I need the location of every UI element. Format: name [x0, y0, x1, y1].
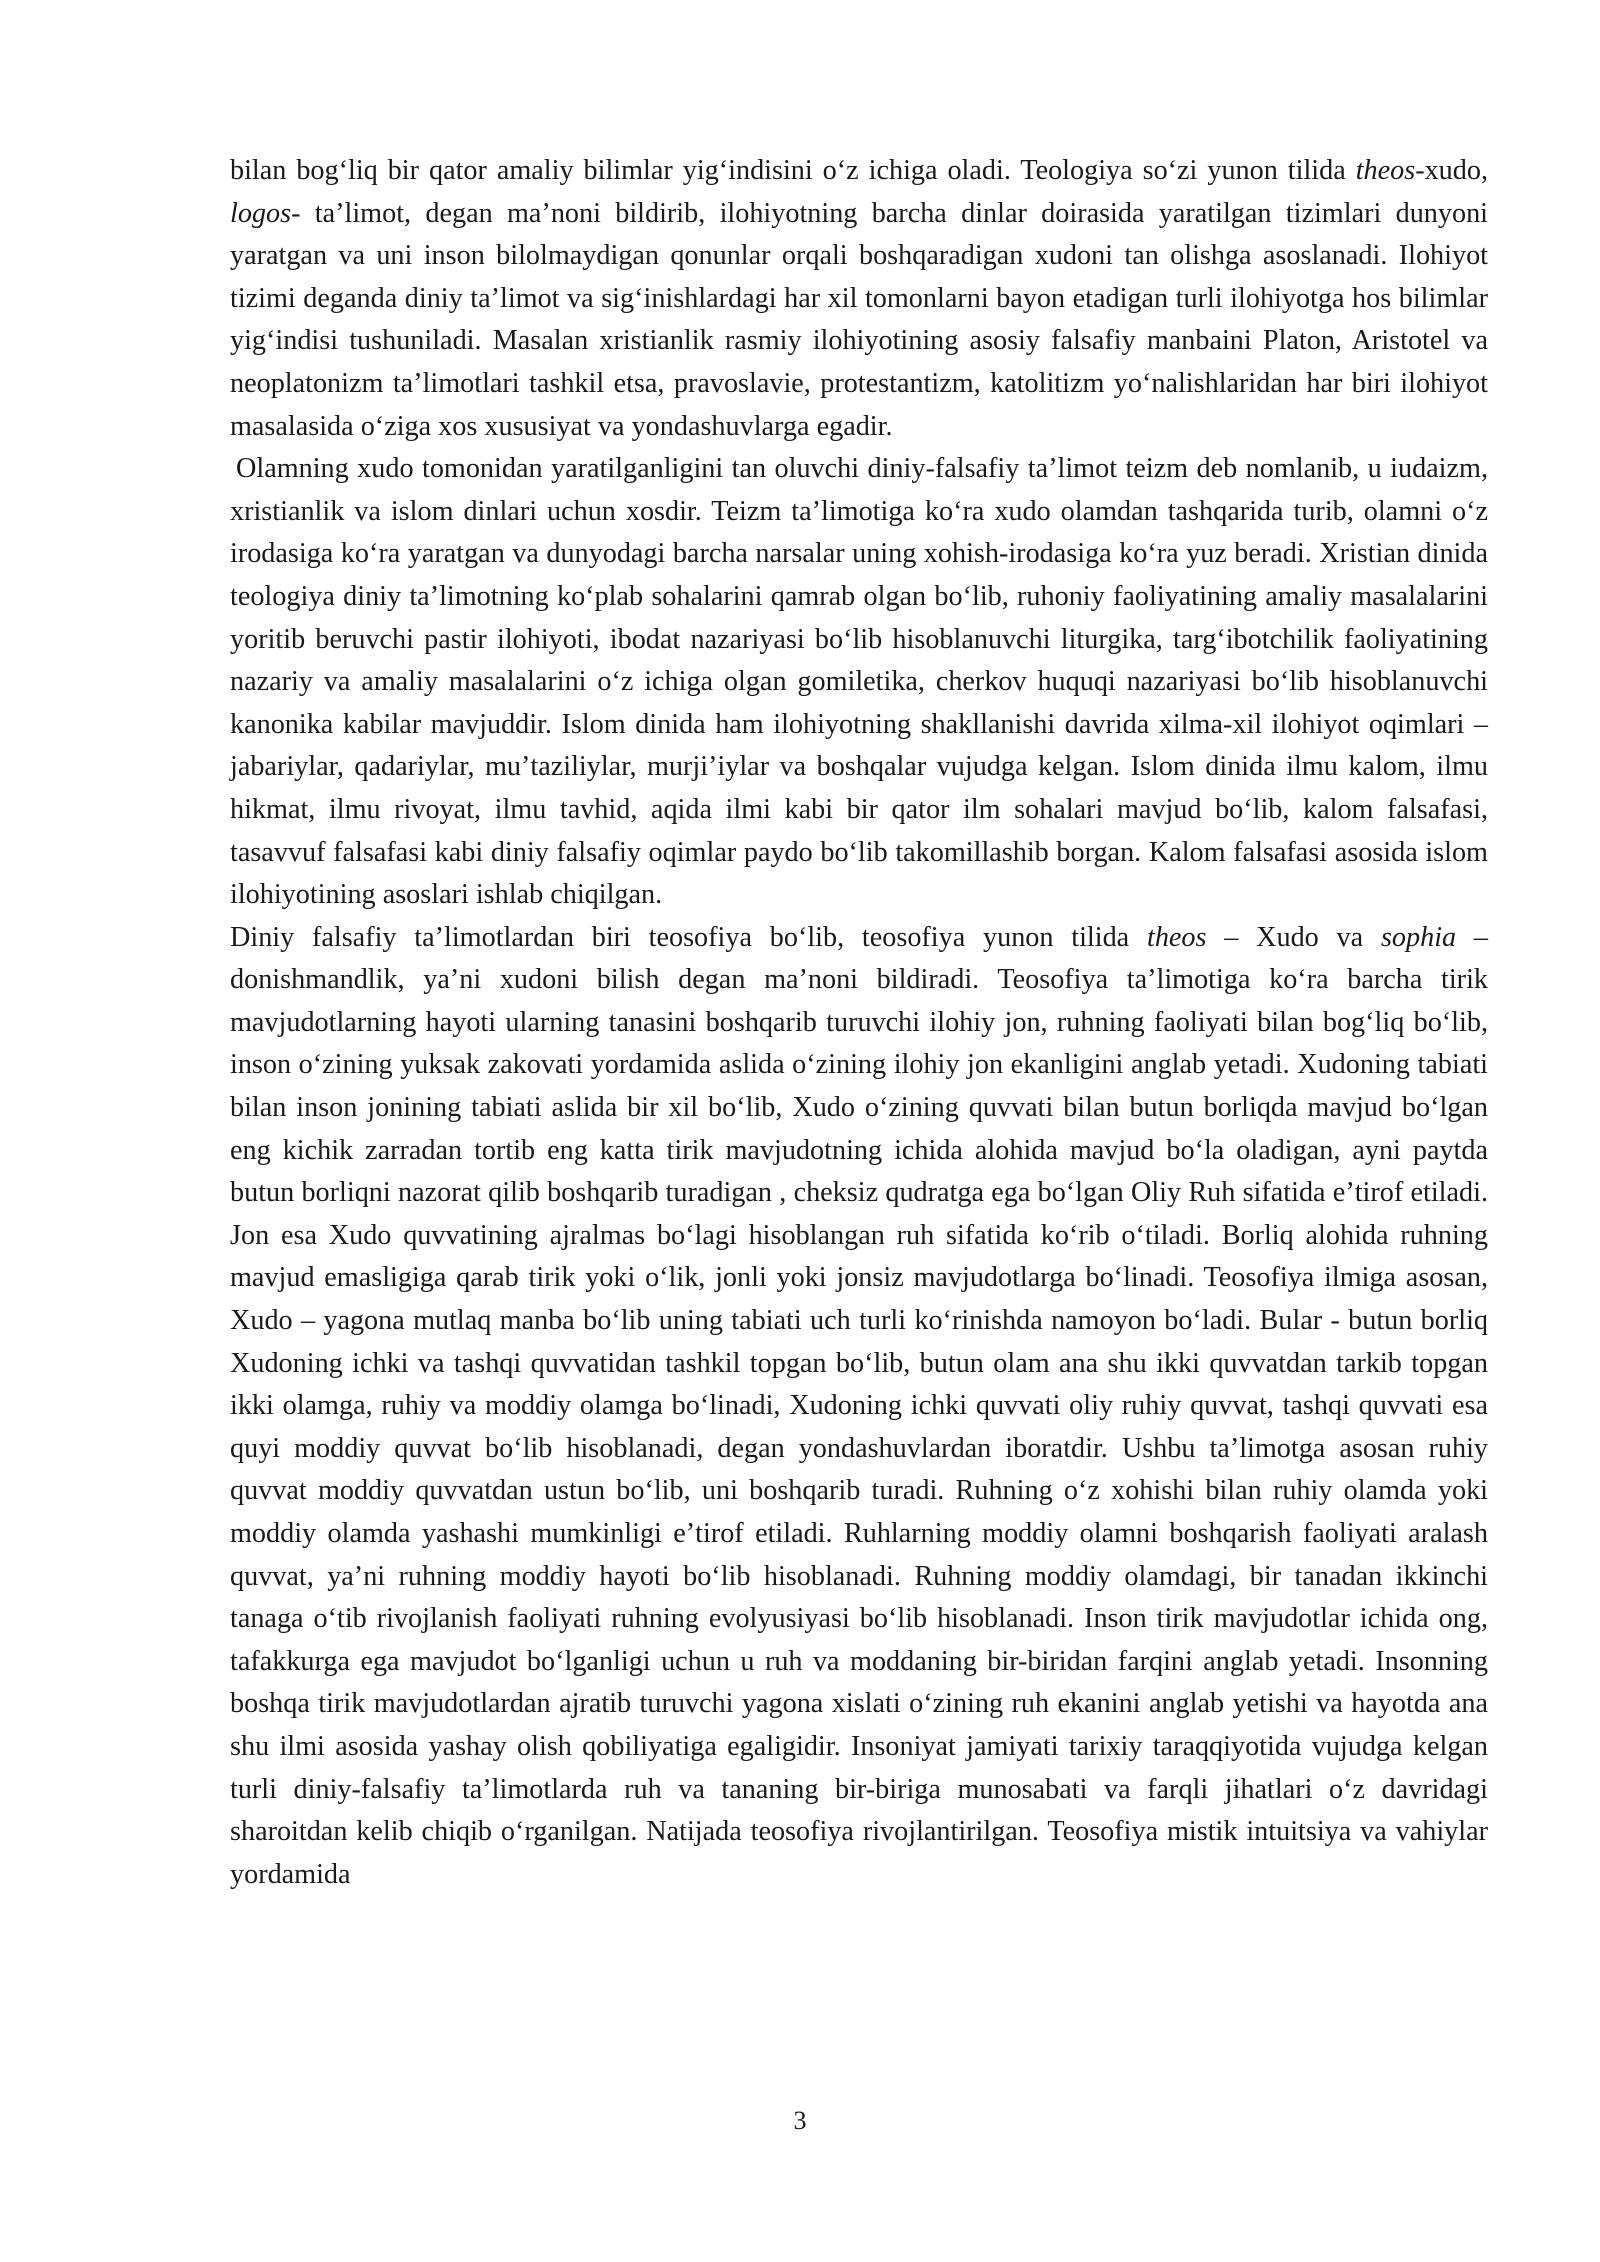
page-number: 3	[793, 2106, 807, 2135]
paragraph-text: bilan bogʻliq bir qator amaliy bilimlar yigʻindisini oʻz ichiga oladi. Teologiya soʻzi yunon tilida	[230, 155, 1356, 186]
italic-term-theos: theos	[1355, 155, 1416, 186]
paragraph-text: -xudo,	[1415, 155, 1488, 186]
italic-term-logos: logos	[230, 197, 292, 229]
document-body	[230, 150, 1488, 1896]
paragraph-2	[230, 448, 1488, 917]
paragraph-1	[230, 150, 1488, 448]
paragraph-text: Diniy falsafiy taʼlimotlardan biri teosofiya boʻlib, teosofiya yunon tilida	[230, 921, 1147, 953]
italic-term-theos: theos	[1146, 921, 1207, 953]
paragraph-text: - taʼlimot, degan maʼnoni bildirib, ilohiyotning barcha dinlar doirasida yaratilgan tizimlari dunyoni yaratgan va uni inson bilolmaydigan qonunlar orqali boshqaradigan xudoni tan olishga asoslanadi. Ilohiyot tizimi deganda diniy taʼlimot va sigʻinishlardagi har xil tomonlarni bayon etadigan turli ilohiyotga hos bilimlar yigʻindisi tushuniladi. Masalan xristianlik rasmiy ilohiyotining asosiy falsafiy manbaini Platon, Aristotel va neoplatonizm taʼlimotlari tashkil etsa, pravoslavie, protestantizm, katolitizm yoʻnalishlaridan har biri ilohiyot masalasida oʻziga xos xususiyat va yondashuvlarga egadir.	[230, 197, 1488, 442]
paragraph-text: Olamning xudo tomonidan yaratilganligini tan oluvchi diniy-falsafiy taʼlimot teizm deb nomlanib, u iudaizm, xristianlik va islom dinlari uchun xosdir. Teizm taʼlimotiga koʻra xudo olamdan tashqarida turib, olamni oʻz irodasiga koʻra yaratgan va dunyodagi barcha narsalar uning xohish-irodasiga koʻra yuz beradi. Xristian dinida teologiya diniy taʼlimotning koʻplab sohalarini qamrab olgan boʻlib, ruhoniy faoliyatining amaliy masalalarini yoritib beruvchi pastir ilohiyoti, ibodat nazariyasi boʻlib hisoblanuvchi liturgika, targʻibotchilik faoliyatining nazariy va amaliy masalalarini oʻz ichiga olgan gomiletika, cherkov huquqi nazariyasi boʻlib hisoblanuvchi kanonika kabilar mavjuddir. Islom dinida ham ilohiyotning shakllanishi davrida xilma-xil ilohiyot oqimlari – jabariylar, qadariylar, muʼtaziliylar, murjiʼiylar va boshqalar vujudga kelgan. Islom dinida ilmu kalom, ilmu hikmat, ilmu rivoyat, ilmu tavhid, aqida ilmi kabi bir qator ilm sohalari mavjud boʻlib, kalom falsafasi, tasavvuf falsafasi kabi diniy falsafiy oqimlar paydo boʻlib takomillashib borgan. Kalom falsafasi asosida islom ilohiyotining asoslari ishlab chiqilgan.	[230, 453, 1488, 911]
italic-term-sophia: sophia	[1380, 921, 1457, 953]
paragraph-text: – donishmandlik, yaʼni xudoni bilish degan maʼnoni bildiradi. Teosofiya taʼlimotiga koʻra barcha tirik mavjudotlarning hayoti ularning tanasini boshqarib turuvchi ilohiy jon, ruhning faoliyati bilan bogʻliq boʻlib, inson oʻzining yuksak zakovati yordamida aslida oʻzining ilohiy jon ekanligini anglab yetadi. Xudoning tabiati bilan inson jonining tabiati aslida bir xil boʻlib, Xudo oʻzining quvvati bilan butun borliqda mavjud boʻlgan eng kichik zarradan tortib eng katta tirik mavjudotning ichida alohida mavjud boʻla oladigan, ayni paytda butun borliqni nazorat qilib boshqarib turadigan , cheksiz qudratga ega boʻlgan Oliy Ruh sifatida eʼtirof etiladi. Jon esa Xudo quvvatining ajralmas boʻlagi hisoblangan ruh sifatida koʻrib oʻtiladi. Borliq alohida ruhning mavjud emasligiga qarab tirik yoki oʻlik, jonli yoki jonsiz mavjudotlarga boʻlinadi. Teosofiya ilmiga asosan, Xudo – yagona mutlaq manba boʻlib uning tabiati uch turli koʻrinishda namoyon boʻladi. Bular - butun borliq Xudoning ichki va tashqi quvvatidan tashkil topgan boʻlib, butun olam ana shu ikki quvvatdan tarkib topgan ikki olamga, ruhiy va moddiy olamga boʻlinadi, Xudoning ichki quvvati oliy ruhiy quvvat, tashqi quvvati esa quyi moddiy quvvat boʻlib hisoblanadi, degan yondashuvlardan iboratdir. Ushbu taʼlimotga asosan ruhiy quvvat moddiy quvvatdan ustun boʻlib, uni boshqarib turadi. Ruhning oʻz xohishi bilan ruhiy olamda yoki moddiy olamda yashashi mumkinligi eʼtirof etiladi. Ruhlarning moddiy olamni boshqarish faoliyati aralash quvvat, yaʼni ruhning moddiy hayoti boʻlib hisoblanadi. Ruhning moddiy olamdagi, bir tanadan ikkinchi tanaga oʻtib rivojlanish faoliyati ruhning evolyusiyasi boʻlib hisoblanadi. Inson tirik mavjudotlar ichida ong, tafakkurga ega mavjudot boʻlganligi uchun u ruh va moddaning bir-biridan farqini anglab yetadi. Insonning boshqa tirik mavjudotlardan ajratib turuvchi yagona xislati oʻzining ruh ekanini anglab yetishi va hayotda ana shu ilmi asosida yashay olish qobiliyatiga egaligidir. Insoniyat jamiyati tarixiy taraqqiyotida vujudga kelgan turli diniy-falsafiy taʼlimotlarda ruh va tananing bir-biriga munosabati va farqli jihatlari oʻz davridagi sharoitdan kelib chiqib oʻrganilgan. Natijada teosofiya rivojlantirilgan. Teosofiya mistik intuitsiya va vahiylar yordamida	[230, 921, 1488, 1890]
paragraph-3	[230, 917, 1488, 1897]
paragraph-text: – Xudo va	[1206, 921, 1381, 953]
